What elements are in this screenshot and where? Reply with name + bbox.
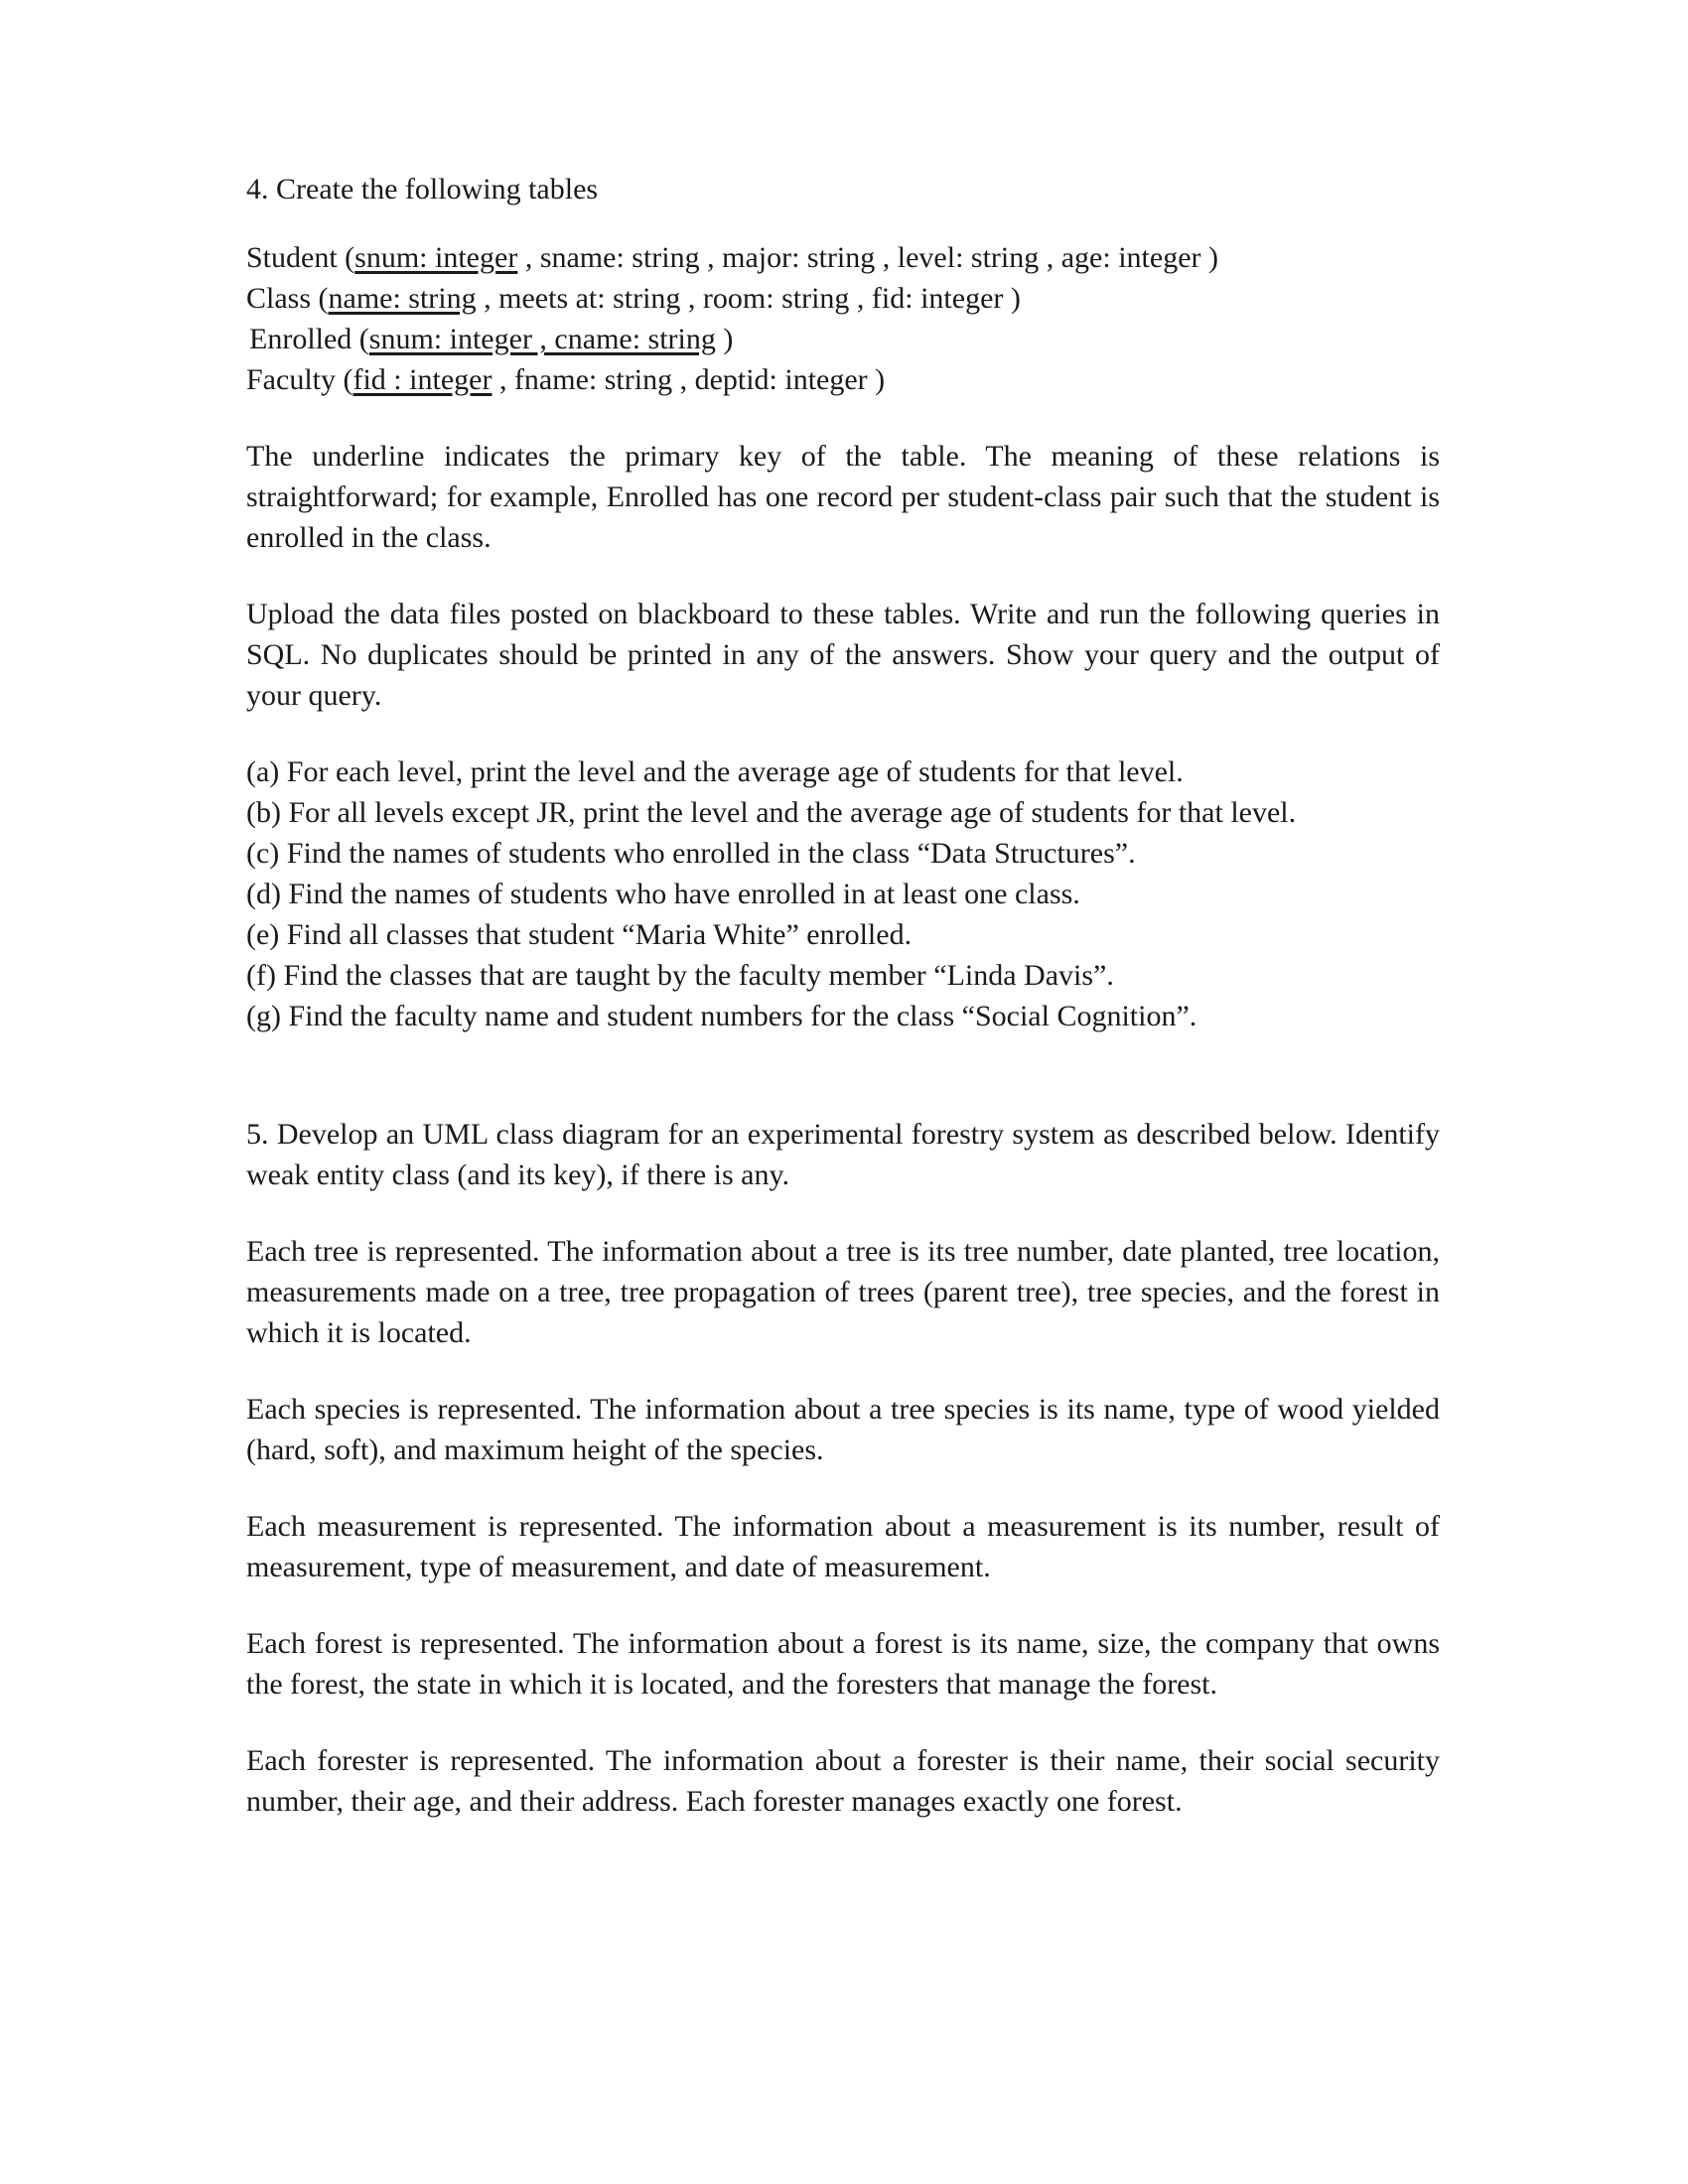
schema-student-rest: , sname: string , major: string , level: string , age: integer ) [517, 241, 1218, 274]
tree-paragraph: Each tree is represented. The information about a tree is its tree number, date planted, tree location, measurements made on a tree, tree propagation of trees (parent tree), tree species, and the forest in which it is located. [246, 1235, 1440, 1349]
query-e: (e) Find all classes that student “Maria White” enrolled. [246, 918, 913, 951]
species-paragraph: Each species is represented. The information about a tree species is its name, type of wood yielded (hard, soft), and maximum height of the species. [246, 1393, 1440, 1466]
schema-faculty-key: fid : integer [352, 363, 492, 396]
upload-paragraph: Upload the data files posted on blackboard to these tables. Write and run the following queries in SQL. No duplicates should be printed in any of the answers. Show your query and the output of your query. [246, 598, 1440, 712]
q4-heading: 4. Create the following tables [246, 173, 599, 205]
forester-paragraph: Each forester is represented. The information about a forester is their name, their social security number, their age, and their address. Each forester manages exactly one forest. [246, 1744, 1440, 1818]
measurement-paragraph: Each measurement is represented. The information about a measurement is its number, result of measurement, type of measurement, and date of measurement. [246, 1510, 1440, 1583]
query-d: (d) Find the names of students who have enrolled in at least one class. [246, 878, 1080, 910]
schema-list [246, 237, 1438, 400]
query-list [246, 751, 1438, 1036]
forest-paragraph: Each forest is represented. The information about a forest is its name, size, the company that owns the forest, the state in which it is located, and the foresters that manage the forest. [246, 1627, 1440, 1701]
document-page [246, 169, 1438, 1857]
schema-class [246, 278, 1438, 319]
schema-student-name: Student ( [246, 241, 355, 274]
schema-enrolled [246, 319, 1438, 359]
query-a: (a) For each level, print the level and the average age of students for that level. [246, 755, 1184, 788]
query-b: (b) For all levels except JR, print the level and the average age of students for that level. [246, 796, 1297, 829]
schema-enrolled-rest: ) [715, 323, 734, 355]
schema-enrolled-name: Enrolled ( [249, 323, 369, 355]
schema-faculty-name: Faculty ( [246, 363, 353, 396]
q5-heading: 5. Develop an UML class diagram for an experimental forestry system as described below. Identify weak entity class (and its key), if there is any. [246, 1118, 1440, 1191]
query-f: (f) Find the classes that are taught by the faculty member “Linda Davis”. [246, 959, 1114, 992]
primary-key-paragraph: The underline indicates the primary key of the table. The meaning of these relations is straightforward; for example, Enrolled has one record per student-class pair such that the student is enrolled in the class. [246, 440, 1440, 554]
query-g: (g) Find the faculty name and student numbers for the class “Social Cognition”. [246, 1000, 1197, 1032]
schema-faculty [246, 359, 1438, 400]
schema-student [246, 237, 1438, 278]
query-c: (c) Find the names of students who enrolled in the class “Data Structures”. [246, 837, 1136, 870]
schema-faculty-rest: , fname: string , deptid: integer ) [492, 363, 886, 396]
schema-student-key: snum: integer [354, 241, 518, 274]
schema-class-name: Class ( [246, 282, 329, 315]
schema-class-key: name: string [328, 282, 477, 315]
schema-class-rest: , meets at: string , room: string , fid: integer ) [476, 282, 1021, 315]
schema-enrolled-key: snum: integer , cname: string [368, 323, 716, 355]
